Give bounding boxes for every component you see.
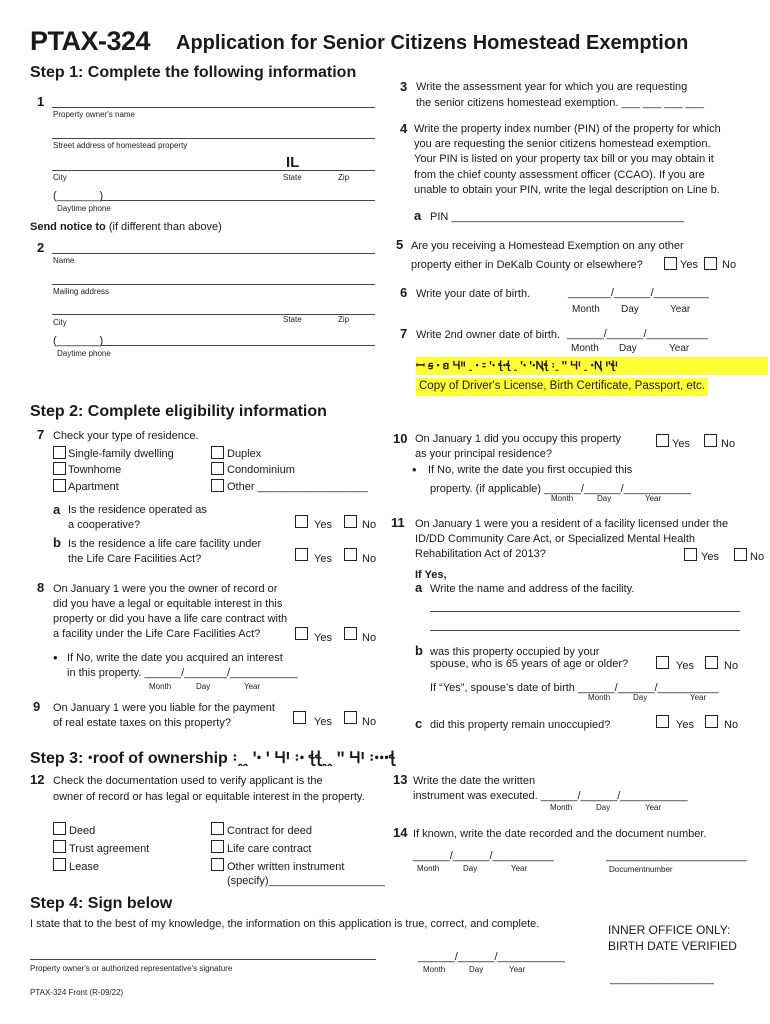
step3-heading: Step 3: ꞏroof of ownership ꞉ꞈꞈ ꞌꞏ ꞌ ꞍꞋ ꞉ꞏ ꞎꞎꞈꞈ ꞌꞌ ꞍꞋ ꞉ꞏꞏꞏꞎ: [30, 750, 396, 767]
q9-no-label: No: [362, 716, 377, 728]
q8-line4: a facility under the Life Care Facilities Act?: [53, 628, 261, 640]
q7a-no-label: No: [362, 519, 377, 531]
q1-number: 1: [37, 94, 45, 109]
q8-number: 8: [37, 580, 45, 595]
step1-heading: Step 1: Complete the following information: [30, 64, 357, 81]
q11b-no-label: No: [724, 660, 739, 672]
res-duplex-checkbox[interactable]: [211, 446, 224, 459]
q10-day-label: Day: [597, 494, 612, 503]
q4-line5: unable to obtain your PIN, write the legal description on Line b.: [414, 184, 720, 196]
q11b-yes-checkbox[interactable]: [656, 656, 669, 669]
q7b-number: 7: [37, 427, 45, 442]
notice-name-label: Name: [53, 256, 75, 265]
res-townhome-label: Townhome: [68, 464, 122, 476]
q13-line1: Write the date the written: [413, 775, 536, 787]
facility-address-field[interactable]: [430, 630, 740, 631]
doc-other-label: Other written instrument: [227, 861, 345, 873]
q5-no-checkbox[interactable]: [704, 257, 717, 270]
garbled-highlight-text: ꟷ ꞩ ꞏ ꞛ ꞍꞋꞋ ꞈ ꞏ ꞊ ꞌꞏ ꞎꞏꞎ ꞈ ꞌꞏ ꞌꞏꞐꞎ ꞉ꞈ ꞌꞌ ꞍꞋ ꞈ ꞏꞐ ꞋꞌꞎꞋ: [416, 357, 768, 375]
doc-trust-checkbox[interactable]: [53, 840, 66, 853]
q3-line1: Write the assessment year for which you are requesting: [416, 81, 688, 93]
q7b-letter: b: [53, 535, 61, 550]
q10-yes-label: Yes: [672, 438, 690, 450]
q6-text: Write your date of birth.: [416, 288, 531, 300]
q7-day-label: Day: [619, 343, 637, 354]
doc-deed-checkbox[interactable]: [53, 822, 66, 835]
q11-yes-checkbox[interactable]: [684, 548, 697, 561]
q6-day-label: Day: [621, 304, 639, 315]
q11b-year-label: Year: [690, 693, 707, 702]
q8-bullet-icon: •: [53, 650, 58, 665]
q5-yes-label: Yes: [680, 259, 698, 271]
q8-line2: did you have a legal or equitable interest in this: [53, 598, 283, 610]
q7-dob-field[interactable]: ______/______/__________: [567, 328, 708, 340]
doc-contract-deed-checkbox[interactable]: [211, 822, 224, 835]
q6-year-label: Year: [670, 304, 691, 315]
doc-other-checkbox[interactable]: [211, 858, 224, 871]
q14-day-label: Day: [463, 864, 478, 873]
if-yes-label: If Yes,: [415, 569, 447, 581]
form-number: PTAX-324: [30, 26, 151, 56]
q12-line1: Check the documentation used to verify applicant is the: [53, 775, 323, 787]
q5-line2: property either in DeKalb County or elsewhere?: [411, 259, 643, 271]
q7a-line1: Is the residence operated as: [68, 504, 207, 516]
q7b-no-checkbox[interactable]: [344, 548, 357, 561]
q14-text: If known, write the date recorded and the document number.: [413, 828, 707, 840]
doc-lease-checkbox[interactable]: [53, 858, 66, 871]
city-label: City: [53, 173, 67, 182]
q6-dob-field[interactable]: _______/______/_________: [568, 287, 709, 299]
q12-line2: owner of record or has legal or equitable interest in the property.: [53, 791, 365, 803]
res-other-field[interactable]: Other __________________: [227, 481, 368, 493]
res-townhome-checkbox[interactable]: [53, 462, 66, 475]
q5-yes-checkbox[interactable]: [664, 257, 677, 270]
q10-bullet-line1: If No, write the date you first occupied this: [428, 464, 633, 476]
doc-lease-label: Lease: [69, 861, 99, 873]
q7b-line2: the Life Care Facilities Act?: [68, 553, 202, 565]
state-label: State: [283, 173, 302, 182]
q8-yes-checkbox[interactable]: [295, 627, 308, 640]
q7-year-label: Year: [669, 343, 690, 354]
res-other-checkbox[interactable]: [211, 479, 224, 492]
q9-line2: of real estate taxes on this property?: [53, 717, 231, 729]
q10-occupied-date-field[interactable]: property. (if applicable) ______/______/___________: [430, 483, 691, 495]
q11c-yes-checkbox[interactable]: [656, 715, 669, 728]
q10-number: 10: [393, 431, 408, 446]
phone2-area-code[interactable]: (_______): [53, 335, 104, 347]
res-condominium-checkbox[interactable]: [211, 462, 224, 475]
q14-year-label: Year: [511, 864, 528, 873]
owner-name-field[interactable]: [52, 107, 375, 108]
q7a-letter: a: [53, 502, 61, 517]
q11b-letter: b: [415, 643, 423, 658]
phone2-field[interactable]: [100, 345, 375, 346]
state-value: IL: [286, 154, 300, 171]
sig-day-label: Day: [469, 965, 484, 974]
q4-line2: you are requesting the senior citizens homestead exemption.: [414, 138, 711, 150]
q14-date-field[interactable]: ______/______/__________: [413, 850, 554, 862]
q11-number: 11: [391, 515, 405, 530]
q9-no-checkbox[interactable]: [344, 711, 357, 724]
q7a-line2: a cooperative?: [68, 519, 141, 531]
q11b-line2: spouse, who is 65 years of age or older?: [430, 658, 629, 670]
q13-year-label: Year: [645, 803, 662, 812]
q8-day-label: Day: [196, 682, 211, 691]
q10-line1: On January 1 did you occupy this property: [415, 433, 622, 445]
zip-label: Zip: [338, 173, 350, 182]
res-single-family-label: Single-family dwelling: [68, 448, 174, 460]
q7a-yes-label: Yes: [314, 519, 332, 531]
q7a-yes-checkbox[interactable]: [295, 515, 308, 528]
doc-life-care-checkbox[interactable]: [211, 840, 224, 853]
q4a-letter: a: [414, 208, 422, 223]
q11c-no-checkbox[interactable]: [705, 715, 718, 728]
q8-bullet-line1: If No, write the date you acquired an interest: [67, 652, 283, 664]
phone-field[interactable]: [100, 200, 375, 201]
q10-bullet-icon: •: [412, 462, 417, 477]
sig-month-label: Month: [423, 965, 446, 974]
phone-label: Daytime phone: [57, 204, 111, 213]
q8-line3: property or did you have a life care contract with: [53, 613, 288, 625]
q11b-month-label: Month: [588, 693, 611, 702]
doc-trust-label: Trust agreement: [69, 843, 150, 855]
step2-heading: Step 2: Complete eligibility information: [30, 403, 327, 420]
notice-city-state-zip-field[interactable]: [52, 314, 375, 315]
res-apartment-label: Apartment: [68, 481, 119, 493]
q8-no-checkbox[interactable]: [344, 627, 357, 640]
q3-number: 3: [400, 79, 408, 94]
q14-doc-number-label: Documentnumber: [609, 865, 673, 874]
city-state-zip-field[interactable]: [52, 170, 375, 171]
q8-acquired-date-field[interactable]: in this property. ______/_______/___________: [67, 667, 298, 679]
q5-line1: Are you receiving a Homestead Exemption on any other: [411, 240, 684, 252]
q9-number: 9: [33, 699, 41, 714]
proof-note-highlight: Copy of Driver's License, Birth Certificate, Passport, etc.: [416, 378, 708, 396]
q11a-text: Write the name and address of the facility.: [430, 583, 635, 595]
office-verified-field[interactable]: _________________: [610, 973, 715, 985]
res-single-family-checkbox[interactable]: [53, 446, 66, 459]
owner-name-label: Property owner's name: [53, 110, 136, 119]
q9-yes-label: Yes: [314, 716, 332, 728]
phone2-label: Daytime phone: [57, 349, 111, 358]
pin-field[interactable]: PIN ______________________________________: [430, 211, 684, 223]
mailing-address-label: Mailing address: [53, 287, 110, 296]
q13-day-label: Day: [596, 803, 611, 812]
certification-statement: I state that to the best of my knowledge, the information on this application is true, correct, and complete.: [30, 918, 540, 930]
q10-no-checkbox[interactable]: [704, 434, 717, 447]
q6-number: 6: [400, 285, 408, 300]
q8-month-label: Month: [149, 682, 172, 691]
doc-deed-label: Deed: [69, 825, 96, 837]
city2-label: City: [53, 318, 67, 327]
office-use-line2: BIRTH DATE VERIFIED: [608, 939, 737, 953]
signature-field[interactable]: [30, 959, 376, 960]
q11-line2: ID/DD Community Care Act, or Specialized Mental Health: [415, 533, 695, 545]
q10-year-label: Year: [645, 494, 662, 503]
q11c-text: did this property remain unoccupied?: [430, 719, 611, 731]
q11c-no-label: No: [724, 719, 739, 731]
q5-number: 5: [396, 237, 404, 252]
q11a-letter: a: [415, 580, 423, 595]
q3-line2[interactable]: the senior citizens homestead exemption. ___ ___ ___ ___: [416, 97, 705, 109]
q8-line1: On January 1 were you the owner of record or: [53, 583, 278, 595]
q4-line1: Write the property index number (PIN) of the property for which: [414, 123, 721, 135]
q7b-line1: Is the residence a life care facility under: [68, 538, 262, 550]
zip2-label: Zip: [338, 315, 350, 324]
phone-area-code[interactable]: (_______): [53, 190, 104, 202]
residence-type-label: Check your type of residence.: [53, 430, 199, 442]
doc-life-care-label: Life care contract: [227, 843, 312, 855]
q7a-no-checkbox[interactable]: [344, 515, 357, 528]
signature-label: Property owner's or authorized representative's signature: [30, 964, 233, 973]
q11c-letter: c: [415, 716, 423, 731]
doc-other-specify-field[interactable]: (specify)___________________: [227, 875, 385, 887]
office-use-line1: INNER OFFICE ONLY:: [608, 923, 731, 937]
q2-number: 2: [37, 240, 45, 255]
q13-number: 13: [393, 772, 408, 787]
q8-no-label: No: [362, 632, 377, 644]
q5-no-label: No: [722, 259, 737, 271]
q13-date-field[interactable]: instrument was executed. ______/______/___________: [413, 790, 688, 802]
state2-label: State: [283, 315, 302, 324]
q11-no-checkbox[interactable]: [734, 548, 747, 561]
res-duplex-label: Duplex: [227, 448, 262, 460]
q11-no-label: No: [750, 551, 765, 563]
q7b-yes-label: Yes: [314, 553, 332, 565]
signature-date-field[interactable]: ______/______/___________: [418, 951, 565, 963]
q11b-day-label: Day: [633, 693, 648, 702]
res-condominium-label: Condominium: [227, 464, 295, 476]
notice-name-field[interactable]: [52, 253, 375, 254]
sig-year-label: Year: [509, 965, 526, 974]
q14-doc-number-field[interactable]: _______________________: [606, 850, 747, 862]
q7-text: Write 2nd owner date of birth.: [416, 329, 561, 341]
q4-number: 4: [400, 121, 408, 136]
form-title: Application for Senior Citizens Homestead Exemption: [176, 32, 689, 54]
send-notice-label: Send notice to (if different than above): [30, 221, 222, 233]
step4-heading: Step 4: Sign below: [30, 895, 173, 912]
q14-number: 14: [393, 825, 408, 840]
q7b-yes-checkbox[interactable]: [295, 548, 308, 561]
q8-yes-label: Yes: [314, 632, 332, 644]
facility-name-field[interactable]: [430, 611, 740, 612]
q4-line3: Your PIN is listed on your property tax bill or you may obtain it: [414, 153, 714, 165]
q7b-no-label: No: [362, 553, 377, 565]
res-apartment-checkbox[interactable]: [53, 479, 66, 492]
q7-number: 7: [400, 326, 408, 341]
q11b-yes-label: Yes: [676, 660, 694, 672]
street-address-label: Street address of homestead property: [53, 141, 188, 150]
footer-form-id: PTAX-324 Front (R-09/22): [30, 988, 124, 997]
q10-month-label: Month: [551, 494, 574, 503]
q9-yes-checkbox[interactable]: [293, 711, 306, 724]
q10-line2: as your principal residence?: [415, 448, 552, 460]
q6-month-label: Month: [572, 304, 600, 315]
q11-yes-label: Yes: [701, 551, 719, 563]
spouse-dob-field[interactable]: If “Yes”, spouse’s date of birth ______/______/__________: [430, 682, 719, 694]
street-address-field[interactable]: [52, 138, 375, 139]
q11c-yes-label: Yes: [676, 719, 694, 731]
q10-yes-checkbox[interactable]: [656, 434, 669, 447]
doc-contract-deed-label: Contract for deed: [227, 825, 312, 837]
q11-line1: On January 1 were you a resident of a facility licensed under the: [415, 518, 729, 530]
q14-month-label: Month: [417, 864, 440, 873]
mailing-address-field[interactable]: [52, 284, 375, 285]
q7-month-label: Month: [571, 343, 599, 354]
q11b-line1: was this property occupied by your: [430, 646, 600, 658]
q4-line4: from the chief county assessment officer (CCAO). If you are: [414, 169, 705, 181]
q12-number: 12: [30, 772, 45, 787]
q13-month-label: Month: [550, 803, 573, 812]
q8-year-label: Year: [244, 682, 261, 691]
q11-line3: Rehabilitation Act of 2013?: [415, 548, 546, 560]
q11b-no-checkbox[interactable]: [705, 656, 718, 669]
q10-no-label: No: [721, 438, 736, 450]
q9-line1: On January 1 were you liable for the payment: [53, 702, 275, 714]
